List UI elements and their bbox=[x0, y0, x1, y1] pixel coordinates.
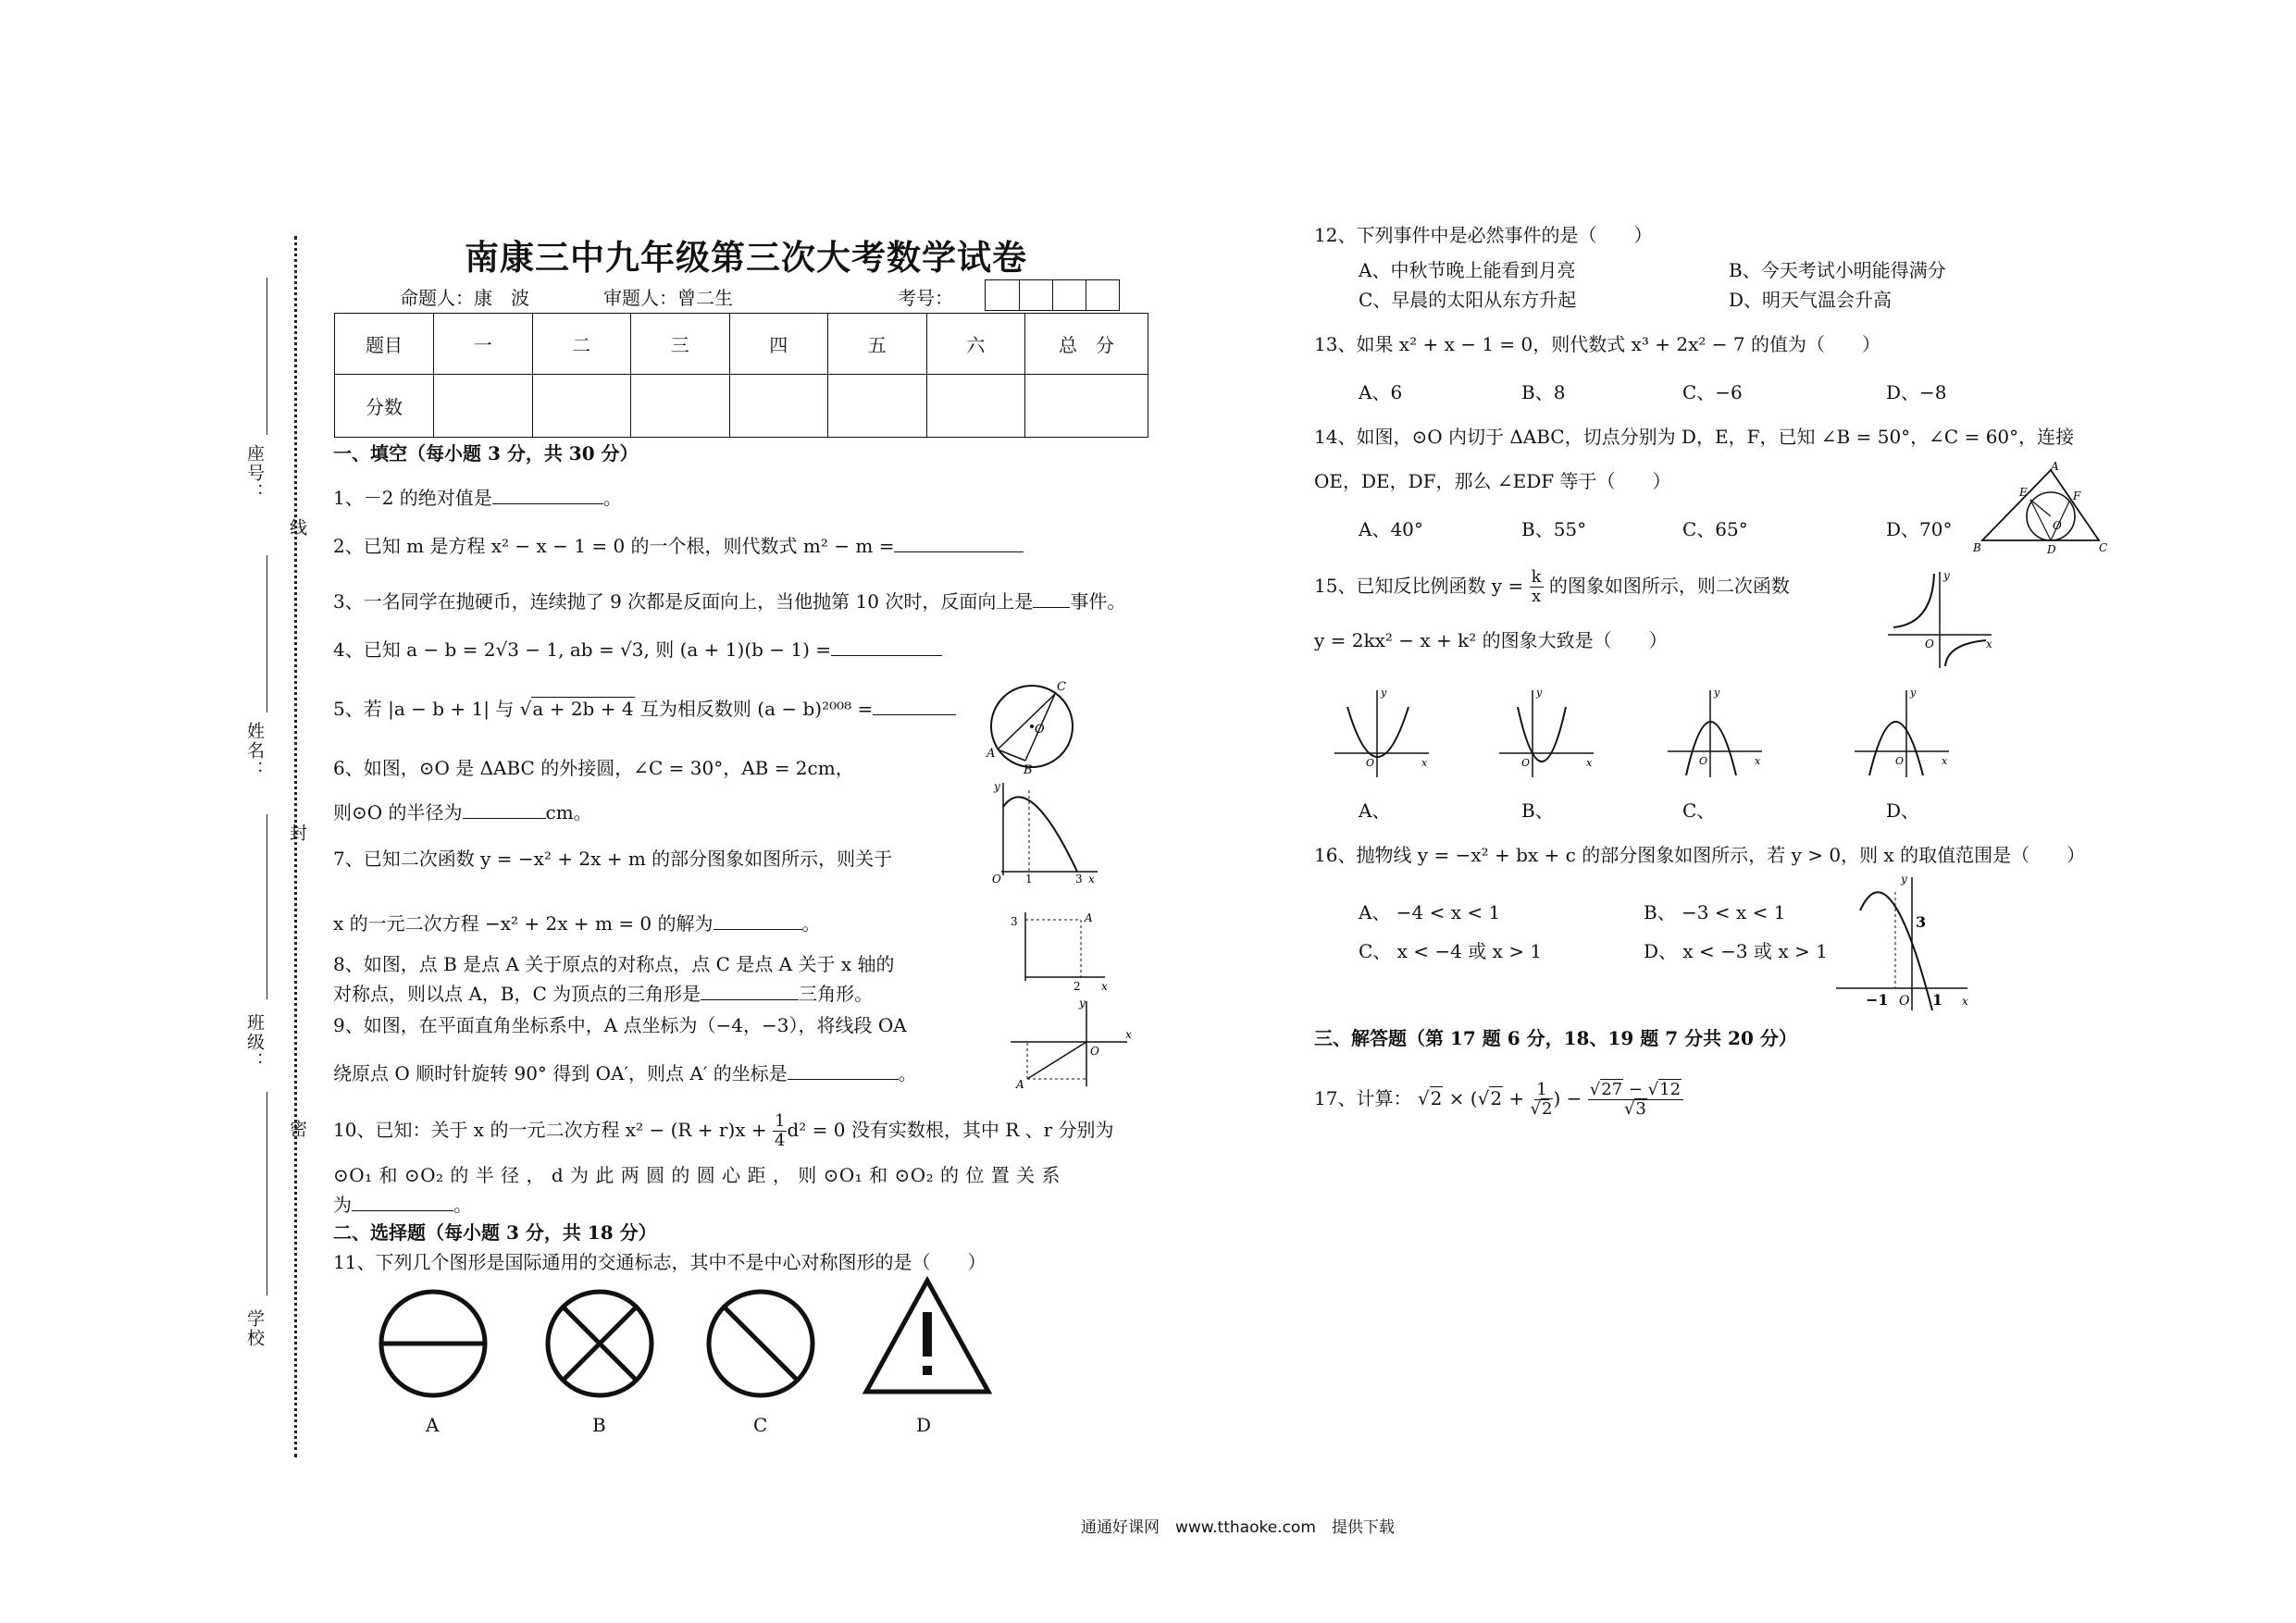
sign-a-label: A bbox=[426, 1414, 440, 1436]
fraction-one-over-sqrt2: $\frac{1}{√2}$ bbox=[1530, 1080, 1553, 1119]
question-8-line2: 对称点，则以点 A，B，C 为顶点的三角形是 三角形。 bbox=[333, 983, 874, 1005]
parabola-figure-q16 bbox=[1832, 873, 1971, 1012]
question-9-line2: 绕原点 O 顺时针旋转 90° 得到 OA′，则点 A′ 的坐标是 。 bbox=[333, 1062, 917, 1084]
question-14-line2: OE，DE，DF，那么 ∠EDF 等于（ ） bbox=[1314, 470, 1671, 492]
q13-option-b[interactable]: B、8 bbox=[1521, 381, 1566, 403]
page-title: 南康三中九年级第三次大考数学试卷 bbox=[465, 237, 1027, 278]
tick-2-label: 2 bbox=[1074, 980, 1081, 993]
point-c-label: C bbox=[2099, 541, 2108, 554]
point-o-label: O bbox=[1035, 723, 1045, 737]
tick-3-label: 3 bbox=[1916, 913, 1927, 931]
author-line: 命题人：康 波 bbox=[400, 287, 529, 309]
binding-line-char: 线 bbox=[287, 518, 307, 538]
reviewer-line: 审题人：曾二生 bbox=[603, 287, 733, 309]
q12-option-d[interactable]: D、明天气温会升高 bbox=[1729, 289, 1893, 311]
sign-b-label: B bbox=[592, 1414, 606, 1436]
q16-option-d[interactable]: D、 x < −3 或 x > 1 bbox=[1644, 940, 1828, 962]
parabola-figure-q7 bbox=[988, 779, 1099, 886]
point-o-label: O bbox=[2053, 519, 2062, 532]
question-3: 3、一名同学在抛硬币，连续抛了 9 次都是反面向上，当他抛第 10 次时，反面向上是 事件。 bbox=[333, 590, 1126, 613]
svg-text:x: x bbox=[1586, 757, 1593, 769]
q16-option-a[interactable]: A、 −4 < x < 1 bbox=[1359, 901, 1501, 923]
answer-blank[interactable] bbox=[714, 912, 802, 930]
q14-option-c[interactable]: C、65° bbox=[1682, 518, 1748, 540]
question-1: 1、－2 的绝对值是 。 bbox=[333, 487, 622, 509]
q16-option-b[interactable]: B、 −3 < x < 1 bbox=[1644, 901, 1786, 923]
rotation-figure-q9 bbox=[1007, 997, 1136, 1090]
axis-x-label: x bbox=[1101, 980, 1108, 993]
q15-option-c[interactable]: C、 bbox=[1682, 799, 1716, 822]
point-b-label: B bbox=[1973, 541, 1981, 554]
question-2: 2、已知 m 是方程 x² − x − 1 = 0 的一个根，则代数式 m² − m = bbox=[333, 535, 1024, 557]
answer-blank[interactable] bbox=[831, 638, 942, 656]
point-d-label: D bbox=[2047, 543, 2056, 556]
question-16: 16、抛物线 y = −x² + bx + c 的部分图象如图所示，若 y > 0，则 x 的取值范围是（ ） bbox=[1314, 844, 2086, 866]
score-cell[interactable] bbox=[1025, 375, 1148, 438]
school-label: 学校 bbox=[244, 1309, 265, 1348]
question-13: 13、如果 x² + x − 1 = 0，则代数式 x³ + 2x² − 7 的值为（ ） bbox=[1314, 333, 1880, 355]
q13-option-a[interactable]: A、6 bbox=[1359, 381, 1403, 403]
fraction-radicals: $\frac{√27 - √12}{√3}$ bbox=[1588, 1081, 1683, 1119]
point-a-label: A bbox=[987, 747, 996, 761]
axis-x-label: x bbox=[1088, 873, 1095, 886]
option-b-graph-icon[interactable] bbox=[1496, 687, 1597, 779]
score-header-cell: 六 bbox=[926, 314, 1025, 375]
question-7-line2: x 的一元二次方程 −x² + 2x + m = 0 的解为 。 bbox=[333, 912, 821, 935]
score-header-cell: 二 bbox=[532, 314, 631, 375]
origin-label: O bbox=[1090, 1045, 1099, 1058]
score-cell[interactable] bbox=[828, 375, 927, 438]
binding-seal-char: 封 bbox=[287, 824, 307, 843]
sign-d-label: D bbox=[916, 1414, 932, 1436]
origin-label: O bbox=[1899, 994, 1910, 1009]
exam-number-box[interactable] bbox=[985, 279, 1120, 311]
svg-text:y: y bbox=[1381, 687, 1387, 699]
class-label: 班级： bbox=[244, 1013, 265, 1072]
point-a-label: A bbox=[2051, 460, 2059, 473]
answer-blank[interactable] bbox=[1033, 590, 1070, 608]
score-header-cell: 三 bbox=[631, 314, 730, 375]
binding-secret-char: 密 bbox=[287, 1120, 307, 1139]
tick-1-label: 1 bbox=[1932, 991, 1943, 1009]
section-1-heading: 一、填空（每小题 3 分，共 30 分） bbox=[333, 442, 639, 465]
section-3-heading: 三、解答题（第 17 题 6 分，18、19 题 7 分共 20 分） bbox=[1314, 1027, 1797, 1049]
question-9: 9、如图，在平面直角坐标系中，A 点坐标为（−4，−3），将线段 OA bbox=[333, 1014, 907, 1036]
axis-x-label: x bbox=[1986, 638, 1992, 650]
svg-text:y: y bbox=[1714, 687, 1720, 699]
hyperbola-figure-q15 bbox=[1884, 568, 1995, 670]
score-header-cell: 四 bbox=[729, 314, 828, 375]
fraction-quarter: $\frac{1}{4}$ bbox=[775, 1111, 786, 1150]
answer-blank[interactable] bbox=[701, 983, 799, 1000]
score-header-cell: 五 bbox=[828, 314, 927, 375]
q15-option-a[interactable]: A、 bbox=[1359, 799, 1391, 822]
triangle-incircle-figure-q14 bbox=[1969, 460, 2108, 556]
exam-number-label: 考号： bbox=[898, 287, 953, 309]
svg-text:x: x bbox=[1942, 755, 1948, 767]
option-c-graph-icon[interactable] bbox=[1664, 687, 1766, 779]
question-4: 4、已知 a − b = 2√3 − 1, ab = √3, 则 (a + 1)(b − 1) = bbox=[333, 638, 942, 661]
svg-text:x: x bbox=[1755, 755, 1761, 767]
origin-label: O bbox=[992, 873, 1001, 886]
q14-option-b[interactable]: B、55° bbox=[1521, 518, 1587, 540]
answer-blank[interactable] bbox=[352, 1194, 453, 1211]
q13-option-c[interactable]: C、−6 bbox=[1682, 381, 1743, 403]
axis-y-label: y bbox=[1079, 997, 1086, 1010]
footer-credit: 通通好课网 www.tthaoke.com 提供下载 bbox=[1081, 1518, 1395, 1537]
score-cell[interactable] bbox=[729, 375, 828, 438]
square-figure-q8 bbox=[1009, 907, 1111, 993]
option-a-graph-icon[interactable] bbox=[1331, 687, 1433, 779]
score-cell[interactable] bbox=[926, 375, 1025, 438]
axis-x-label: x bbox=[1125, 1028, 1132, 1041]
binding-dotted-line bbox=[294, 236, 297, 1457]
score-header-cell: 题目 bbox=[335, 314, 434, 375]
answer-blank[interactable] bbox=[894, 535, 1024, 552]
score-cell[interactable] bbox=[434, 375, 533, 438]
question-17: 17、计算： √2 × (√2 + $\frac{1}{√2}$ ) − $\frac{√27 - √12}{√3}$ bbox=[1314, 1081, 1683, 1119]
point-b-label: B bbox=[1024, 763, 1033, 777]
score-table bbox=[334, 313, 1148, 438]
point-f-label: F bbox=[2073, 489, 2081, 502]
section-2-heading: 二、选择题（每小题 3 分，共 18 分） bbox=[333, 1221, 657, 1244]
axis-x-label: x bbox=[1962, 995, 1968, 1008]
point-c-label: C bbox=[1057, 680, 1066, 694]
q16-option-c[interactable]: C、 x < −4 或 x > 1 bbox=[1359, 940, 1543, 962]
q12-option-a[interactable]: A、中秋节晚上能看到月亮 bbox=[1359, 259, 1576, 281]
fraction-k-over-x: $\frac{k}{x}$ bbox=[1531, 567, 1542, 606]
svg-text:O: O bbox=[1366, 757, 1375, 769]
q12-option-c[interactable]: C、早晨的太阳从东方升起 bbox=[1359, 289, 1577, 311]
circle-figure-q6 bbox=[981, 675, 1083, 777]
sign-b-icon[interactable] bbox=[544, 1288, 655, 1399]
question-8: 8、如图，点 B 是点 A 关于原点的对称点，点 C 是点 A 关于 x 轴的 bbox=[333, 953, 895, 975]
question-10: 10、已知：关于 x 的一元二次方程 x² − (R + r)x + $\frac{1}{4}$ d² = 0 没有实数根，其中 R 、r 分别为 bbox=[333, 1111, 1114, 1150]
tick-minus1-label: −1 bbox=[1866, 991, 1889, 1009]
score-cell[interactable] bbox=[532, 375, 631, 438]
score-row-label: 分数 bbox=[335, 375, 434, 438]
q13-option-d[interactable]: D、−8 bbox=[1886, 381, 1947, 403]
question-6-line2: 则⊙O 的半径为 cm。 bbox=[333, 801, 592, 824]
question-11: 11、下列几个图形是国际通用的交通标志，其中不是中心对称图形的是（ ） bbox=[333, 1251, 987, 1273]
seat-label: 座号： bbox=[244, 444, 265, 502]
question-10-line2: ⊙O₁ 和 ⊙O₂ 的 半 径 ， d 为 此 两 圆 的 圆 心 距 ， 则 ⊙O₁ 和 ⊙O₂ 的 位 置 关 系 bbox=[333, 1164, 1061, 1186]
svg-text:y: y bbox=[1910, 687, 1917, 699]
axis-y-label: y bbox=[1901, 873, 1907, 886]
score-cell[interactable] bbox=[631, 375, 730, 438]
point-a-label: A bbox=[1085, 911, 1093, 924]
sign-a-icon[interactable] bbox=[378, 1288, 489, 1399]
q15-option-d[interactable]: D、 bbox=[1886, 799, 1920, 822]
question-6: 6、如图，⊙O 是 ΔABC 的外接圆，∠C = 30°，AB = 2cm， bbox=[333, 757, 854, 779]
question-12: 12、下列事件中是必然事件的是（ ） bbox=[1314, 224, 1653, 246]
axis-y-label: y bbox=[994, 780, 1000, 793]
question-14: 14、如图，⊙O 内切于 ΔABC，切点分别为 D，E，F，已知 ∠B = 50°，∠C = 60°，连接 bbox=[1314, 426, 2075, 448]
svg-text:x: x bbox=[1421, 757, 1428, 769]
score-header-cell: 总 分 bbox=[1025, 314, 1148, 375]
answer-blank[interactable] bbox=[788, 1062, 899, 1080]
q15-option-b[interactable]: B、 bbox=[1521, 799, 1554, 822]
tick-3-label: 3 bbox=[1011, 915, 1018, 928]
svg-text:O: O bbox=[1699, 755, 1708, 767]
origin-label: O bbox=[1925, 638, 1934, 650]
point-e-label: E bbox=[2019, 486, 2028, 499]
question-15: 15、已知反比例函数 y = $\frac{k}{x}$ 的图象如图所示，则二次函数 bbox=[1314, 567, 1790, 606]
tick-3-label: 3 bbox=[1075, 873, 1083, 886]
tick-1-label: 1 bbox=[1025, 873, 1033, 886]
point-a-label: A bbox=[1016, 1078, 1024, 1091]
svg-text:O: O bbox=[1521, 757, 1531, 769]
question-5: 5、若 |a − b + 1| 与 √a + 2b + 4 互为相反数则 (a − b)²⁰⁰⁸ = bbox=[333, 698, 956, 720]
axis-y-label: y bbox=[1943, 569, 1950, 582]
sign-c-icon[interactable] bbox=[705, 1288, 816, 1399]
answer-blank[interactable] bbox=[463, 801, 546, 819]
name-label: 姓名： bbox=[244, 722, 265, 780]
q12-option-b[interactable]: B、今天考试小明能得满分 bbox=[1729, 259, 1946, 281]
score-header-cell: 一 bbox=[434, 314, 533, 375]
sign-c-label: C bbox=[753, 1414, 768, 1436]
answer-blank[interactable] bbox=[873, 698, 956, 715]
answer-blank[interactable] bbox=[492, 487, 603, 504]
question-15-line2: y = 2kx² − x + k² 的图象大致是（ ） bbox=[1314, 629, 1668, 651]
q14-option-d[interactable]: D、70° bbox=[1886, 518, 1953, 540]
svg-text:y: y bbox=[1536, 687, 1543, 699]
q14-option-a[interactable]: A、40° bbox=[1359, 518, 1423, 540]
question-7: 7、已知二次函数 y = −x² + 2x + m 的部分图象如图所示，则关于 bbox=[333, 848, 893, 870]
question-10-line3: 为 。 bbox=[333, 1194, 472, 1216]
option-d-graph-icon[interactable] bbox=[1851, 687, 1953, 779]
svg-text:O: O bbox=[1895, 755, 1905, 767]
sign-d-warning-icon[interactable] bbox=[863, 1277, 992, 1397]
